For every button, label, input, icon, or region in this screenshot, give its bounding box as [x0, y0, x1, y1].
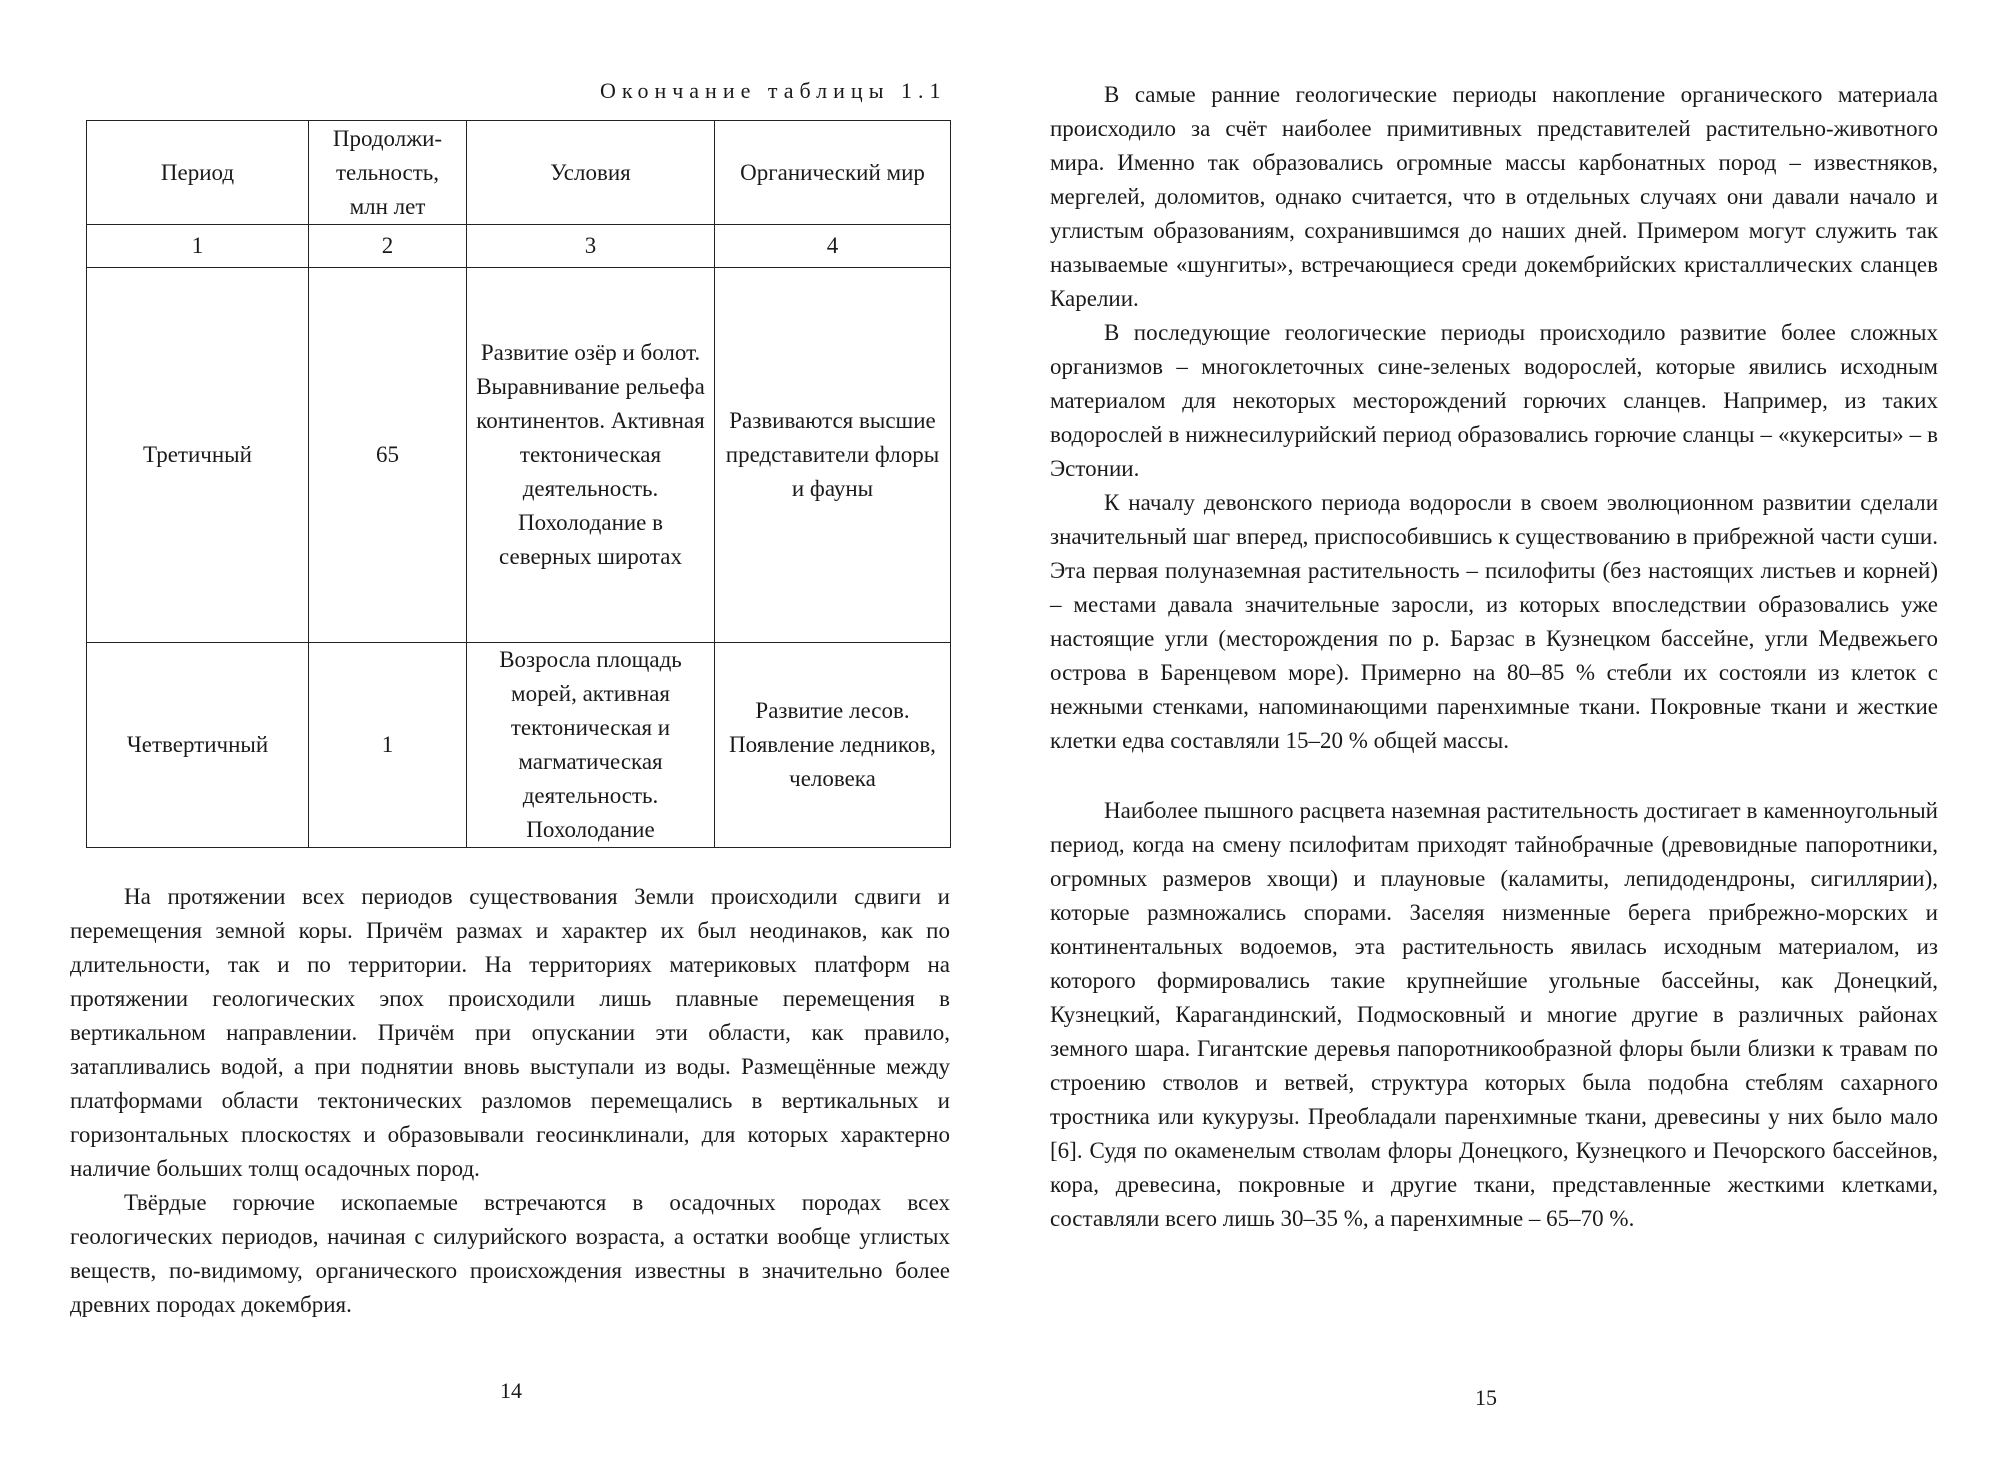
- header-conditions: Условия: [467, 121, 715, 225]
- page-number: 15: [1475, 1385, 1497, 1410]
- body-paragraph: В последующие геологические периоды происходило развитие более сложных организмов – многоклеточных сине-зеленых водорослей, которые явились исходным материалом для некоторых месторождений горючих сланцев. Например, из таких водорослей в нижнесилурийский период образовались горючие сланцы – «кукерситы» – в Эстонии.: [1050, 320, 1938, 481]
- body-paragraph: В самые ранние геологические периоды накопление органического материала происходило за счёт наиболее примитивных представителей растительно-животного мира. Именно так образовались огромные массы карбонатных пород – известняков, мергелей, доломитов, однако считается, что в отдельных случаях они давали начало и углистым образованиям, сохранившимся до наших дней. Примером могут служить так называемые «шунгиты», встречающиеся среди докембрийских кристаллических сланцев Карелии.: [1050, 82, 1938, 311]
- cell-period: Четвертичный: [87, 643, 309, 848]
- header-period: Период: [87, 121, 309, 225]
- cell-conditions: Развитие озёр и болот. Выравнивание рельефа континентов. Активная тектоническая деятельность. Похолодание в северных широтах: [467, 268, 715, 643]
- table-row: [87, 643, 951, 848]
- column-number-row: [87, 225, 951, 268]
- body-paragraph: Наиболее пышного расцвета наземная растительность достигает в каменноугольный период, когда на смену псилофитам приходят тайнобрачные (древовидные папоротники, огромных размеров хвощи) и плауновые (каламиты, лепидодендроны, сигиллярии), которые размножались спорами. Заселяя низменные берега прибрежно-морских и континентальных водоемов, эта растительность явилась исходным материалом, из которого формировались такие крупнейшие угольные бассейны, как Донецкий, Кузнецкий, Карагандинский, Подмосковный и многие другие в различных районах земного шара. Гигантские деревья папоротникообразной флоры были близки к травам по строению стволов и ветвей, структура которых была подобна стеблям сахарного тростника или кукурузы. Преобладали паренхимные ткани, древесины у них было мало [6]. Судя по окаменелым стволам флоры Донецкого, Кузнецкого и Печорского бассейнов, кора, древесина, покровные и другие ткани, представленные жесткими клетками, составляли всего лишь 30–35 %, а паренхимные – 65–70 %.: [1050, 798, 1938, 1231]
- table-header-row: [87, 121, 951, 225]
- header-duration: Продолжи-тельность, млн лет: [309, 121, 467, 225]
- column-number: 1: [87, 225, 309, 268]
- table-caption: Окончание таблицы 1.1: [600, 78, 947, 103]
- right-page: [1000, 0, 2000, 1465]
- cell-duration: 65: [309, 268, 467, 643]
- header-organic-world: Органический мир: [715, 121, 951, 225]
- body-paragraph: На протяжении всех периодов существования Земли происходили сдвиги и перемещения земной коры. Причём размах и характер их был неодинаков, как по длительности, так и по территории. На территориях материковых платформ на протяжении геологических эпох происходили лишь плавные перемещения в вертикальном направлении. Причём при опускании эти области, как правило, затапливались водой, а при поднятии вновь выступали из воды. Размещённые между платформами области тектонических разломов перемещались в вертикальных и горизонтальных плоскостях и образовывали геосинклинали, для которых характерно наличие больших толщ осадочных пород.: [70, 884, 950, 1181]
- column-number: 2: [309, 225, 467, 268]
- body-paragraph: Твёрдые горючие ископаемые встречаются в осадочных породах всех геологических периодов, начиная с силурийского возраста, а остатки вообще углистых веществ, по-видимому, органического происхождения известны в значительно более древних породах докембрия.: [70, 1190, 950, 1317]
- cell-organic-world: Развиваются высшие представители флоры и фауны: [715, 268, 951, 643]
- cell-conditions: Возросла площадь морей, активная тектоническая и магматическая деятельность. Похолодание: [467, 643, 715, 848]
- body-paragraph: К началу девонского периода водоросли в своем эволюционном развитии сделали значительный шаг вперед, приспособившись к существованию в прибрежной части суши. Эта первая полуназемная растительность – псилофиты (без настоящих листьев и корней) – местами давала значительные заросли, из которых впоследствии образовались уже настоящие угли (месторождения по р. Барзас в Кузнецком бассейне, угли Медвежьего острова в Баренцевом море). Примерно на 80–85 % стебли их состояли из клеток с нежными стенками, напоминающими паренхимные ткани. Покровные ткани и жесткие клетки едва составляли 15–20 % общей массы.: [1050, 490, 1938, 753]
- geological-periods-table: [86, 120, 951, 848]
- column-number: 4: [715, 225, 951, 268]
- page-number: 14: [500, 1378, 522, 1403]
- cell-organic-world: Развитие лесов. Появление ледников, человека: [715, 643, 951, 848]
- cell-period: Третичный: [87, 268, 309, 643]
- column-number: 3: [467, 225, 715, 268]
- cell-duration: 1: [309, 643, 467, 848]
- table-row: [87, 268, 951, 643]
